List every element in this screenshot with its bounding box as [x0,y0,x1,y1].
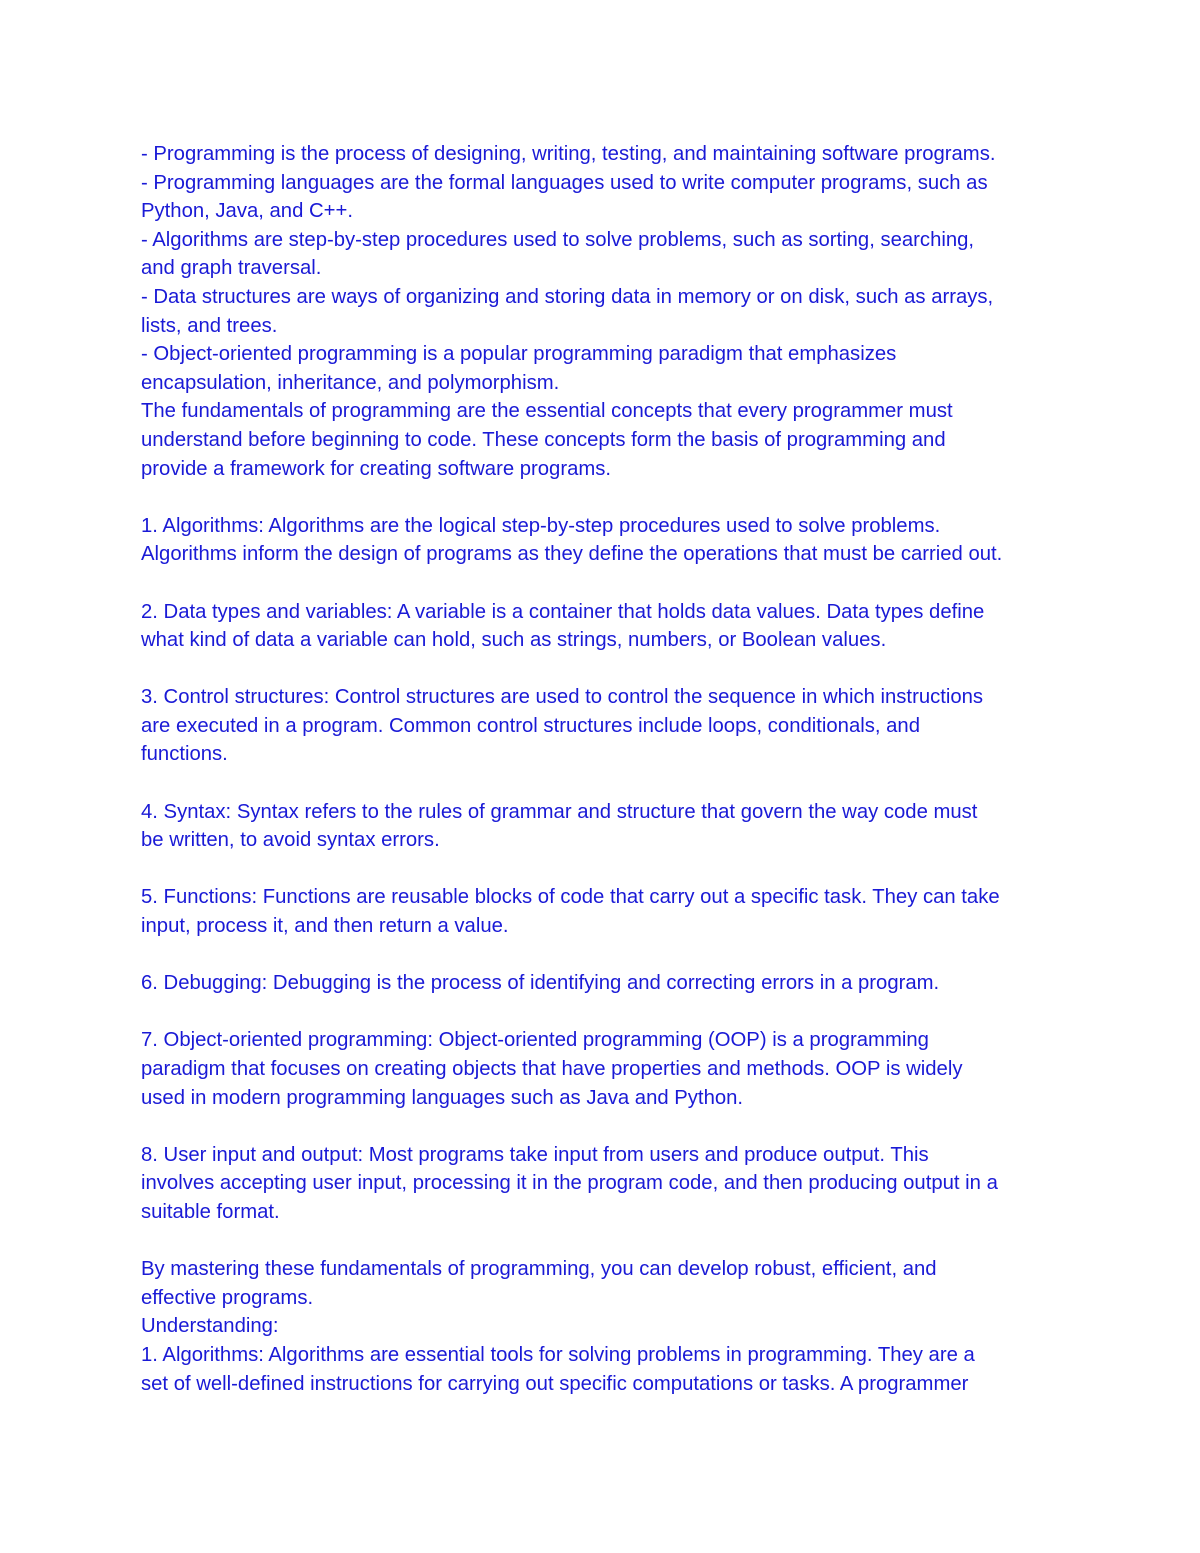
section-heading: Understanding: [141,1315,279,1338]
list-item-oop [141,1026,1076,1112]
list-item-line: 1. Algorithms: Algorithms are essential tools for solving problems in programming. They are a [141,1343,975,1366]
list-item-line: used in modern programming languages such as Java and Python. [141,1086,744,1109]
document-body [141,140,1076,1398]
paragraph-line: The fundamentals of programming are the essential concepts that every programmer must [141,400,953,423]
paragraph-gap [141,1227,1076,1256]
list-item-line: what kind of data a variable can hold, such as strings, numbers, or Boolean values. [141,629,887,652]
list-item-line: input, process it, and then return a value. [141,915,509,938]
paragraph-line: effective programs. [141,1286,314,1309]
list-item-line: 8. User input and output: Most programs take input from users and produce output. This [141,1143,929,1166]
paragraph-gap [141,569,1076,598]
intro-bullet-list [141,140,1076,397]
paragraph-line: understand before beginning to code. These concepts form the basis of programming and [141,428,946,451]
list-item-line: 1. Algorithms: Algorithms are the logical step-by-step procedures used to solve problems. [141,514,941,537]
paragraph-line: provide a framework for creating software programs. [141,457,612,480]
list-item-data-types [141,598,1076,655]
list-item-line: paradigm that focuses on creating objects that have properties and methods. OOP is widely [141,1058,963,1080]
list-item-syntax [141,798,1076,855]
list-item-debugging [141,969,1076,998]
bullet-oop: - Object-oriented programming is a popular programming paradigm that emphasizes [141,343,897,366]
list-item-line: 2. Data types and variables: A variable is a container that holds data values. Data types define [141,600,985,623]
list-item-line: 6. Debugging: Debugging is the process of identifying and correcting errors in a program. [141,972,940,995]
list-item-line: functions. [141,743,228,766]
bullet-oop-cont: encapsulation, inheritance, and polymorphism. [141,371,560,394]
bullet-data-structures-cont: lists, and trees. [141,314,278,337]
conclusion-paragraph [141,1255,1076,1312]
paragraph-gap [141,655,1076,684]
bullet-languages-cont: Python, Java, and C++. [141,200,353,223]
list-item-line: 7. Object-oriented programming: Object-oriented programming (OOP) is a programming [141,1029,929,1052]
paragraph-gap [141,855,1076,884]
list-item-line: set of well-defined instructions for carrying out specific computations or tasks. A programmer [141,1372,969,1395]
bullet-algorithms: - Algorithms are step-by-step procedures used to solve problems, such as sorting, searching, [141,228,975,251]
paragraph-gap [141,769,1076,798]
list-item-control-structures [141,683,1076,769]
bullet-programming: - Programming is the process of designing, writing, testing, and maintaining software programs. [141,143,996,165]
bullet-data-structures: - Data structures are ways of organizing and storing data in memory or on disk, such as arrays, [141,285,994,308]
list-item-line: be written, to avoid syntax errors. [141,829,440,852]
list-item-line: 4. Syntax: Syntax refers to the rules of grammar and structure that govern the way code must [141,800,978,823]
bullet-languages: - Programming languages are the formal languages used to write computer programs, such as [141,171,988,194]
bullet-algorithms-cont: and graph traversal. [141,257,322,280]
list-item-algorithms [141,512,1076,569]
list-item-user-io [141,1141,1076,1227]
intro-paragraph [141,397,1076,483]
understanding-section [141,1312,1076,1398]
list-item-line: 5. Functions: Functions are reusable blocks of code that carry out a specific task. They can take [141,886,1000,909]
paragraph-gap [141,941,1076,970]
list-item-functions [141,883,1076,940]
list-item-line: suitable format. [141,1200,280,1223]
list-item-line: Algorithms inform the design of programs as they define the operations that must be carried out. [141,543,1003,566]
paragraph-gap [141,998,1076,1027]
list-item-line: involves accepting user input, processing it in the program code, and then producing output in a [141,1172,998,1195]
list-item-line: 3. Control structures: Control structures are used to control the sequence in which instructions [141,686,984,709]
list-item-line: are executed in a program. Common control structures include loops, conditionals, and [141,714,920,737]
paragraph-line: By mastering these fundamentals of programming, you can develop robust, efficient, and [141,1258,937,1281]
paragraph-gap [141,1112,1076,1141]
paragraph-gap [141,483,1076,512]
